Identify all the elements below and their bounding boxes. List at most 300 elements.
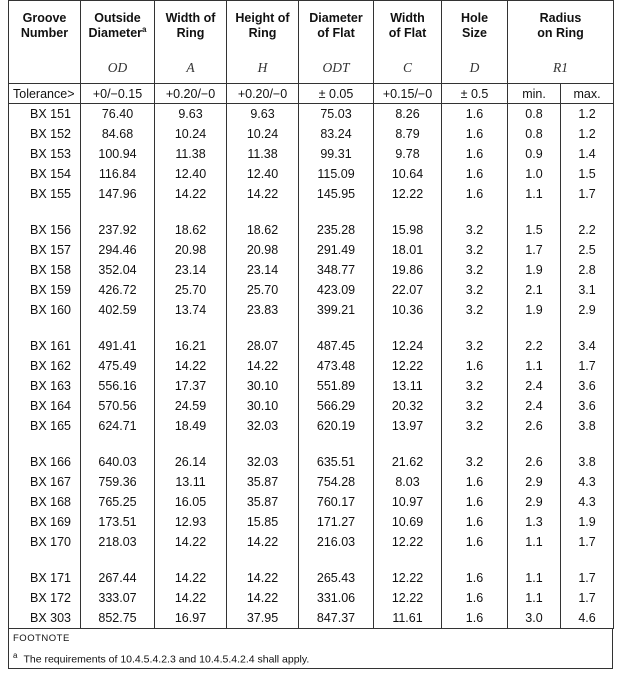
table-row	[9, 532, 614, 552]
spacer-cell	[442, 204, 508, 220]
table-row	[9, 280, 614, 300]
radius-max-cell: 1.7	[561, 532, 614, 552]
tolerance-label: Tolerance>	[9, 84, 81, 104]
outside-diameter-cell: 556.16	[81, 376, 155, 396]
spacer-cell	[374, 436, 442, 452]
outside-diameter-cell: 218.03	[81, 532, 155, 552]
hole-size-cell: 1.6	[442, 492, 508, 512]
radius-max-cell: 2.9	[561, 300, 614, 320]
hole-size-cell: 1.6	[442, 104, 508, 125]
radius-min-cell: 1.5	[508, 220, 561, 240]
height-of-ring-cell: 11.38	[227, 144, 299, 164]
header-groove-number: Groove Number	[9, 1, 81, 54]
width-of-flat-cell: 13.97	[374, 416, 442, 436]
hole-size-cell: 1.6	[442, 532, 508, 552]
outside-diameter-cell: 759.36	[81, 472, 155, 492]
outside-diameter-cell: 100.94	[81, 144, 155, 164]
radius-min-cell: 2.4	[508, 376, 561, 396]
outside-diameter-cell: 640.03	[81, 452, 155, 472]
width-of-flat-cell: 12.22	[374, 356, 442, 376]
groove-number-cell: BX 159	[9, 280, 81, 300]
spacer-cell	[561, 204, 614, 220]
diameter-of-flat-cell: 847.37	[299, 608, 374, 629]
outside-diameter-cell: 852.75	[81, 608, 155, 629]
groove-number-cell: BX 164	[9, 396, 81, 416]
radius-min-cell: 1.1	[508, 568, 561, 588]
outside-diameter-cell: 173.51	[81, 512, 155, 532]
width-of-ring-cell: 14.22	[155, 532, 227, 552]
height-of-ring-cell: 30.10	[227, 376, 299, 396]
hole-size-cell: 1.6	[442, 356, 508, 376]
spacer-cell	[9, 204, 81, 220]
hole-size-cell: 1.6	[442, 588, 508, 608]
groove-number-cell: BX 153	[9, 144, 81, 164]
width-of-flat-cell: 10.69	[374, 512, 442, 532]
width-of-flat-cell: 22.07	[374, 280, 442, 300]
spacer-cell	[155, 320, 227, 336]
groove-number-cell: BX 156	[9, 220, 81, 240]
height-of-ring-cell: 15.85	[227, 512, 299, 532]
diameter-of-flat-cell: 620.19	[299, 416, 374, 436]
group-spacer	[9, 204, 614, 220]
footnote-text-line	[13, 651, 309, 666]
width-of-ring-cell: 16.21	[155, 336, 227, 356]
groove-number-cell: BX 162	[9, 356, 81, 376]
tolerance-cell: min.	[508, 84, 561, 104]
footnote-box	[8, 629, 613, 669]
table-row	[9, 452, 614, 472]
spacer-cell	[81, 552, 155, 568]
radius-max-cell: 1.2	[561, 124, 614, 144]
header-radius-on-ring: Radius on Ring	[508, 1, 614, 54]
spacer-cell	[442, 436, 508, 452]
footnote-title: FOOTNOTE	[13, 633, 70, 644]
symbol-h: H	[227, 53, 299, 84]
tolerance-cell: +0.15/−0	[374, 84, 442, 104]
width-of-ring-cell: 14.22	[155, 568, 227, 588]
symbol-c: C	[374, 53, 442, 84]
diameter-of-flat-cell: 99.31	[299, 144, 374, 164]
diameter-of-flat-cell: 291.49	[299, 240, 374, 260]
spacer-cell	[299, 436, 374, 452]
hole-size-cell: 1.6	[442, 184, 508, 204]
width-of-ring-cell: 16.05	[155, 492, 227, 512]
radius-max-cell: 3.8	[561, 416, 614, 436]
header-width-of-flat: Width of Flat	[374, 1, 442, 54]
spacer-cell	[508, 436, 561, 452]
hole-size-cell: 1.6	[442, 164, 508, 184]
hole-size-cell: 1.6	[442, 512, 508, 532]
bx-ring-table	[8, 0, 614, 629]
radius-max-cell: 4.3	[561, 472, 614, 492]
table-row	[9, 124, 614, 144]
symbol-empty	[9, 53, 81, 84]
spacer-cell	[374, 204, 442, 220]
radius-min-cell: 2.4	[508, 396, 561, 416]
radius-max-cell: 2.8	[561, 260, 614, 280]
hole-size-cell: 3.2	[442, 260, 508, 280]
table-row	[9, 240, 614, 260]
header-width-of-ring: Width of Ring	[155, 1, 227, 54]
header-outside-diameter: Outside Diameter$^a$	[81, 1, 155, 54]
footnote-marker: a	[142, 24, 147, 34]
table-row	[9, 492, 614, 512]
radius-max-cell: 4.3	[561, 492, 614, 512]
spacer-cell	[155, 436, 227, 452]
height-of-ring-cell: 35.87	[227, 492, 299, 512]
width-of-ring-cell: 14.22	[155, 356, 227, 376]
table-row	[9, 356, 614, 376]
outside-diameter-cell: 475.49	[81, 356, 155, 376]
hole-size-cell: 1.6	[442, 472, 508, 492]
hole-size-cell: 1.6	[442, 144, 508, 164]
radius-min-cell: 3.0	[508, 608, 561, 629]
width-of-flat-cell: 20.32	[374, 396, 442, 416]
groove-number-cell: BX 151	[9, 104, 81, 125]
width-of-ring-cell: 14.22	[155, 184, 227, 204]
outside-diameter-cell: 84.68	[81, 124, 155, 144]
groove-number-cell: BX 168	[9, 492, 81, 512]
radius-max-cell: 1.9	[561, 512, 614, 532]
group-spacer	[9, 552, 614, 568]
diameter-of-flat-cell: 145.95	[299, 184, 374, 204]
diameter-of-flat-cell: 83.24	[299, 124, 374, 144]
spacer-cell	[155, 552, 227, 568]
width-of-flat-cell: 8.03	[374, 472, 442, 492]
spacer-cell	[561, 320, 614, 336]
radius-min-cell: 2.1	[508, 280, 561, 300]
table-row	[9, 104, 614, 125]
radius-max-cell: 2.5	[561, 240, 614, 260]
height-of-ring-cell: 9.63	[227, 104, 299, 125]
tolerance-cell: max.	[561, 84, 614, 104]
symbol-odt: ODT	[299, 53, 374, 84]
table-row	[9, 512, 614, 532]
hole-size-cell: 3.2	[442, 220, 508, 240]
table-row	[9, 336, 614, 356]
spacer-cell	[561, 436, 614, 452]
width-of-flat-cell: 18.01	[374, 240, 442, 260]
table-row	[9, 144, 614, 164]
radius-min-cell: 1.1	[508, 184, 561, 204]
width-of-flat-cell: 12.22	[374, 568, 442, 588]
hole-size-cell: 1.6	[442, 124, 508, 144]
diameter-of-flat-cell: 235.28	[299, 220, 374, 240]
width-of-flat-cell: 12.24	[374, 336, 442, 356]
radius-max-cell: 1.4	[561, 144, 614, 164]
height-of-ring-cell: 37.95	[227, 608, 299, 629]
groove-number-cell: BX 161	[9, 336, 81, 356]
height-of-ring-cell: 14.22	[227, 588, 299, 608]
width-of-flat-cell: 9.78	[374, 144, 442, 164]
height-of-ring-cell: 14.22	[227, 568, 299, 588]
table-row	[9, 184, 614, 204]
radius-max-cell: 1.7	[561, 356, 614, 376]
height-of-ring-cell: 30.10	[227, 396, 299, 416]
radius-min-cell: 1.0	[508, 164, 561, 184]
groove-number-cell: BX 154	[9, 164, 81, 184]
spacer-cell	[442, 320, 508, 336]
outside-diameter-cell: 116.84	[81, 164, 155, 184]
width-of-ring-cell: 18.62	[155, 220, 227, 240]
radius-min-cell: 1.9	[508, 260, 561, 280]
height-of-ring-cell: 35.87	[227, 472, 299, 492]
width-of-ring-cell: 26.14	[155, 452, 227, 472]
width-of-flat-cell: 12.22	[374, 588, 442, 608]
radius-min-cell: 2.9	[508, 492, 561, 512]
groove-number-cell: BX 167	[9, 472, 81, 492]
table-row	[9, 568, 614, 588]
outside-diameter-cell: 624.71	[81, 416, 155, 436]
diameter-of-flat-cell: 760.17	[299, 492, 374, 512]
height-of-ring-cell: 23.14	[227, 260, 299, 280]
diameter-of-flat-cell: 473.48	[299, 356, 374, 376]
width-of-ring-cell: 20.98	[155, 240, 227, 260]
diameter-of-flat-cell: 75.03	[299, 104, 374, 125]
hole-size-cell: 3.2	[442, 452, 508, 472]
tolerance-cell: +0/−0.15	[81, 84, 155, 104]
width-of-flat-cell: 12.22	[374, 532, 442, 552]
diameter-of-flat-cell: 216.03	[299, 532, 374, 552]
diameter-of-flat-cell: 566.29	[299, 396, 374, 416]
outside-diameter-cell: 426.72	[81, 280, 155, 300]
width-of-ring-cell: 18.49	[155, 416, 227, 436]
spacer-cell	[9, 320, 81, 336]
width-of-flat-cell: 8.26	[374, 104, 442, 125]
spacer-cell	[155, 204, 227, 220]
diameter-of-flat-cell: 348.77	[299, 260, 374, 280]
symbol-a: A	[155, 53, 227, 84]
width-of-ring-cell: 12.40	[155, 164, 227, 184]
diameter-of-flat-cell: 487.45	[299, 336, 374, 356]
outside-diameter-cell: 402.59	[81, 300, 155, 320]
radius-max-cell: 1.7	[561, 588, 614, 608]
width-of-flat-cell: 10.64	[374, 164, 442, 184]
tolerance-row	[9, 84, 614, 104]
width-of-ring-cell: 9.63	[155, 104, 227, 125]
radius-min-cell: 1.3	[508, 512, 561, 532]
width-of-ring-cell: 12.93	[155, 512, 227, 532]
spacer-cell	[81, 436, 155, 452]
header-diameter-of-flat: Diameter of Flat	[299, 1, 374, 54]
width-of-flat-cell: 10.36	[374, 300, 442, 320]
spacer-cell	[227, 204, 299, 220]
radius-min-cell: 1.1	[508, 532, 561, 552]
height-of-ring-cell: 25.70	[227, 280, 299, 300]
hole-size-cell: 1.6	[442, 608, 508, 629]
hole-size-cell: 1.6	[442, 568, 508, 588]
radius-min-cell: 2.2	[508, 336, 561, 356]
groove-number-cell: BX 166	[9, 452, 81, 472]
diameter-of-flat-cell: 423.09	[299, 280, 374, 300]
radius-min-cell: 0.8	[508, 104, 561, 125]
groove-number-cell: BX 170	[9, 532, 81, 552]
width-of-ring-cell: 23.14	[155, 260, 227, 280]
hole-size-cell: 3.2	[442, 280, 508, 300]
hole-size-cell: 3.2	[442, 300, 508, 320]
width-of-flat-cell: 13.11	[374, 376, 442, 396]
height-of-ring-cell: 32.03	[227, 452, 299, 472]
width-of-ring-cell: 17.37	[155, 376, 227, 396]
height-of-ring-cell: 14.22	[227, 184, 299, 204]
spacer-cell	[374, 552, 442, 568]
diameter-of-flat-cell: 635.51	[299, 452, 374, 472]
outside-diameter-cell: 333.07	[81, 588, 155, 608]
diameter-of-flat-cell: 265.43	[299, 568, 374, 588]
groove-number-cell: BX 160	[9, 300, 81, 320]
ring-dimensions-document	[8, 0, 613, 678]
height-of-ring-cell: 23.83	[227, 300, 299, 320]
radius-min-cell: 1.1	[508, 588, 561, 608]
table-row	[9, 472, 614, 492]
tolerance-cell: ± 0.05	[299, 84, 374, 104]
table-row	[9, 608, 614, 629]
outside-diameter-cell: 765.25	[81, 492, 155, 512]
width-of-ring-cell: 16.97	[155, 608, 227, 629]
width-of-flat-cell: 15.98	[374, 220, 442, 240]
table-row	[9, 220, 614, 240]
spacer-cell	[442, 552, 508, 568]
spacer-cell	[299, 552, 374, 568]
width-of-ring-cell: 14.22	[155, 588, 227, 608]
header-hole-size: Hole Size	[442, 1, 508, 54]
radius-min-cell: 1.9	[508, 300, 561, 320]
groove-number-cell: BX 155	[9, 184, 81, 204]
radius-max-cell: 1.5	[561, 164, 614, 184]
table-body	[9, 104, 614, 629]
table-row	[9, 164, 614, 184]
tolerance-cell: +0.20/−0	[155, 84, 227, 104]
radius-max-cell: 1.7	[561, 568, 614, 588]
hole-size-cell: 3.2	[442, 240, 508, 260]
outside-diameter-cell: 267.44	[81, 568, 155, 588]
outside-diameter-cell: 352.04	[81, 260, 155, 280]
outside-diameter-cell: 294.46	[81, 240, 155, 260]
table-row	[9, 376, 614, 396]
symbol-d: D	[442, 53, 508, 84]
height-of-ring-cell: 18.62	[227, 220, 299, 240]
radius-min-cell: 2.6	[508, 416, 561, 436]
symbol-od: OD	[81, 53, 155, 84]
spacer-cell	[81, 204, 155, 220]
width-of-ring-cell: 13.74	[155, 300, 227, 320]
radius-max-cell: 3.1	[561, 280, 614, 300]
radius-min-cell: 2.6	[508, 452, 561, 472]
header-height-of-ring: Height of Ring	[227, 1, 299, 54]
hole-size-cell: 3.2	[442, 376, 508, 396]
spacer-cell	[9, 436, 81, 452]
diameter-of-flat-cell: 551.89	[299, 376, 374, 396]
spacer-cell	[508, 320, 561, 336]
outside-diameter-cell: 237.92	[81, 220, 155, 240]
radius-max-cell: 3.8	[561, 452, 614, 472]
table-row	[9, 396, 614, 416]
width-of-ring-cell: 11.38	[155, 144, 227, 164]
group-spacer	[9, 320, 614, 336]
spacer-cell	[299, 204, 374, 220]
spacer-cell	[508, 552, 561, 568]
height-of-ring-cell: 14.22	[227, 356, 299, 376]
width-of-flat-cell: 11.61	[374, 608, 442, 629]
radius-min-cell: 0.9	[508, 144, 561, 164]
groove-number-cell: BX 158	[9, 260, 81, 280]
outside-diameter-cell: 76.40	[81, 104, 155, 125]
spacer-cell	[81, 320, 155, 336]
width-of-ring-cell: 10.24	[155, 124, 227, 144]
width-of-ring-cell: 25.70	[155, 280, 227, 300]
footnote-text: The requirements of 10.4.5.4.2.3 and 10.4.5.4.2.4 shall apply.	[23, 653, 310, 666]
outside-diameter-cell: 570.56	[81, 396, 155, 416]
radius-max-cell: 1.2	[561, 104, 614, 125]
radius-max-cell: 2.2	[561, 220, 614, 240]
hole-size-cell: 3.2	[442, 416, 508, 436]
diameter-of-flat-cell: 331.06	[299, 588, 374, 608]
width-of-flat-cell: 10.97	[374, 492, 442, 512]
radius-min-cell: 1.7	[508, 240, 561, 260]
radius-min-cell: 0.8	[508, 124, 561, 144]
radius-max-cell: 1.7	[561, 184, 614, 204]
spacer-cell	[227, 320, 299, 336]
radius-max-cell: 3.6	[561, 396, 614, 416]
groove-number-cell: BX 172	[9, 588, 81, 608]
height-of-ring-cell: 14.22	[227, 532, 299, 552]
width-of-ring-cell: 24.59	[155, 396, 227, 416]
diameter-of-flat-cell: 115.09	[299, 164, 374, 184]
height-of-ring-cell: 10.24	[227, 124, 299, 144]
groove-number-cell: BX 169	[9, 512, 81, 532]
spacer-cell	[9, 552, 81, 568]
height-of-ring-cell: 28.07	[227, 336, 299, 356]
tolerance-cell: +0.20/−0	[227, 84, 299, 104]
diameter-of-flat-cell: 754.28	[299, 472, 374, 492]
spacer-cell	[227, 436, 299, 452]
outside-diameter-cell: 491.41	[81, 336, 155, 356]
outside-diameter-cell: 147.96	[81, 184, 155, 204]
table-row	[9, 300, 614, 320]
spacer-cell	[227, 552, 299, 568]
groove-number-cell: BX 171	[9, 568, 81, 588]
table-row	[9, 588, 614, 608]
width-of-ring-cell: 13.11	[155, 472, 227, 492]
spacer-cell	[561, 552, 614, 568]
hole-size-cell: 3.2	[442, 396, 508, 416]
tolerance-cell: ± 0.5	[442, 84, 508, 104]
width-of-flat-cell: 19.86	[374, 260, 442, 280]
spacer-cell	[508, 204, 561, 220]
groove-number-cell: BX 303	[9, 608, 81, 629]
table-row	[9, 260, 614, 280]
height-of-ring-cell: 12.40	[227, 164, 299, 184]
radius-max-cell: 3.6	[561, 376, 614, 396]
groove-number-cell: BX 165	[9, 416, 81, 436]
height-of-ring-cell: 32.03	[227, 416, 299, 436]
footnote-marker-a: a	[13, 651, 18, 660]
radius-min-cell: 2.9	[508, 472, 561, 492]
diameter-of-flat-cell: 399.21	[299, 300, 374, 320]
radius-min-cell: 1.1	[508, 356, 561, 376]
width-of-flat-cell: 21.62	[374, 452, 442, 472]
group-spacer	[9, 436, 614, 452]
radius-max-cell: 3.4	[561, 336, 614, 356]
spacer-cell	[374, 320, 442, 336]
spacer-cell	[299, 320, 374, 336]
hole-size-cell: 3.2	[442, 336, 508, 356]
diameter-of-flat-cell: 171.27	[299, 512, 374, 532]
table-row	[9, 416, 614, 436]
symbol-r1: R1	[508, 53, 614, 84]
width-of-flat-cell: 12.22	[374, 184, 442, 204]
radius-max-cell: 4.6	[561, 608, 614, 629]
